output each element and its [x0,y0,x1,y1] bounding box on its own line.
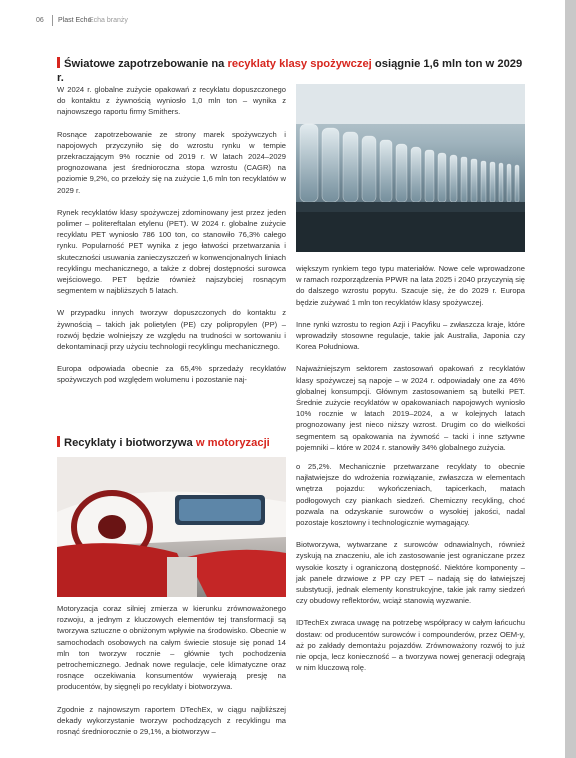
paragraph: Rosnące zapotrzebowanie ze strony marek spożywczych i napojowych przyczyniło się do wzrostu rynku w tempie przekraczającym 9% rocznie od 2019 r. W latach 2024–2029 prognozowana jest średnioroczna stopa wzrostu (CAGR) na poziomie 9,2%, co przełoży się na zużycie 1,6 mln ton recyklatów w 2029 r. [57,129,286,195]
title-marker [57,57,60,68]
paragraph: W 2024 r. globalne zużycie opakowań z recyklatu dopuszczonego do kontaktu z żywnością wyniosło 1,0 mln ton – wynika z najnowszego raportu firmy Smithers. [57,85,286,117]
paragraph: Europa odpowiada obecnie za 65,4% sprzedaży recyklatów spożywczych pod względem wolumenu i pozostanie naj- [57,364,286,385]
article1-left-column [57,84,286,397]
section-name: Echa branży [89,17,128,24]
car-interior-photo [57,457,286,597]
paragraph: IDTechEx zwraca uwagę na potrzebę współpracy w całym łańcuchu dostaw: od producentów surowców i compounderów, przez OEM-y, aż po zakłady demontażu pojazdów. Zrównoważony rozwój to już nie opcja, lecz konieczność – a tworzywa nowej generacji odegrają w nim kluczową rolę. [296,618,525,673]
paragraph: Zgodnie z najnowszym raportem DTechEx, w ciągu najbliższej dekady wykorzystanie tworzyw pochodzących z recyklingu ma rosnąć średniorocznie o 29,1%, a biotworzyw – [57,704,286,737]
bottles-illustration [296,84,525,252]
article2-right-column [296,461,525,684]
page-header [0,0,576,30]
page-number: 06 [36,17,44,24]
article2-title: Recyklaty i biotworzywa w motoryzacji [57,436,286,450]
paragraph: większym rynkiem tego typu materiałów. Nowe cele wprowadzone w ramach rozporządzenia PPWR na lata 2025 i 2040 przyczynią się do dalszego wzrostu popytu. Szacuje się, że do 2029 r. Europa będzie zużywać 1 mln ton recyklatów klasy spożywczej. [296,264,525,307]
title-marker [57,436,60,447]
paragraph: Motoryzacja coraz silniej zmierza w kierunku zrównoważonego rozwoju, a jednym z kluczowych elementów tej transformacji są tworzywa sztuczne o obniżonym wpływie na środowisko. Obecnie w samochodach osobowych na całym świecie stosuje się ponad 14 mln ton tworzyw rocznie – głównie tych pochodzenia petrochemicznego. Jednak nowe regulacje, cele klimatyczne oraz rosnące oczekiwania konsumentów wywierają presję na producentów, by sięgnęli po recyklaty i biotworzywa. [57,604,286,692]
paragraph: W przypadku innych tworzyw dopuszczonych do kontaktu z żywnością – takich jak polietylen (PE) czy polipropylen (PP) – rozwój będzie wolniejszy ze względu na trudności w sortowaniu i dekontaminacji przy użyciu technologii recyklingu mechanicznego. [57,308,286,352]
article1-right-column [296,263,525,464]
header-divider [52,15,53,26]
publication-name: Plast Echo [58,17,92,24]
paragraph: Inne rynki wzrostu to region Azji i Pacyfiku – zwłaszcza kraje, które wprowadziły stosowne regulacje, takie jak Australia, Japonia czy Korea Południowa. [296,319,525,352]
paragraph: o 25,2%. Mechanicznie przetwarzane recyklaty to obecnie najłatwiejsze do wdrożenia rozwiązanie, zwłaszcza w elementach wnętrza pojazdu: wykończeniach, tapicerkach, matach podłogowych czy piankach siedzeń. Chemiczny recykling, choć pozwala na odzyskanie surowców o wysokiej jakości, nadal pozostaje kosztowny i technologicznie wymagający. [296,462,525,528]
car-interior-illustration [57,457,286,597]
paragraph: Najważniejszym sektorem zastosowań opakowań z recyklatów klasy spożywczej są napoje – w 2024 r. odpowiadały one za 46% globalnej konsumpcji. Głównym zastosowaniem są butelki PET. Średnie zużycie recyklatów w opakowaniach napojowych wyniosło 10% rocznie w latach 2019–2024, a w kolejnych latach prognozowany jest nieco niższy wzrost. Drugim co do wielkości segmentem są opakowania na żywność – tacki i inne sztywne pojemniki – które w 2024 r. stanowiły 34% globalnego zużycia. [296,364,525,452]
bottles-conveyor-photo [296,84,525,252]
article1-title: Światowe zapotrzebowanie na recyklaty klasy spożywczej osiągnie 1,6 mln ton w 2029 r. [57,58,523,84]
article2-left-column [57,603,286,748]
page-edge-tab [565,0,576,758]
paragraph: Biotworzywa, wytwarzane z surowców odnawialnych, również zyskują na znaczeniu, ale ich zastosowanie jest ograniczane przez wysokie koszty i ograniczoną dostępność. Niektóre komponenty – jak panele drzwiowe z PP czy PET – nadają się do łatwiejszej substytucji, jednak elementy konstrukcyjne, takie jak ramy siedzeń czy obudowy reflektorów, wciąż stanowią wyzwanie. [296,540,525,606]
paragraph: Rynek recyklatów klasy spożywczej zdominowany jest przez jeden polimer – politereftalan etylenu (PET). W 2024 r. globalne zużycie recyklatu PET wyniosło 786 100 ton, co stanowiło 76,3% całego rynku. Popularność PET wynika z jego łatwości przetwarzania i skuteczności usuwania zanieczyszczeń w konwencjonalnych liniach recyklingu mechanicznego, a także z dobrej dostępności surowca wejściowego. PET będzie również najszybciej rosnącym segmentem w najbliższych 5 latach. [57,207,286,296]
